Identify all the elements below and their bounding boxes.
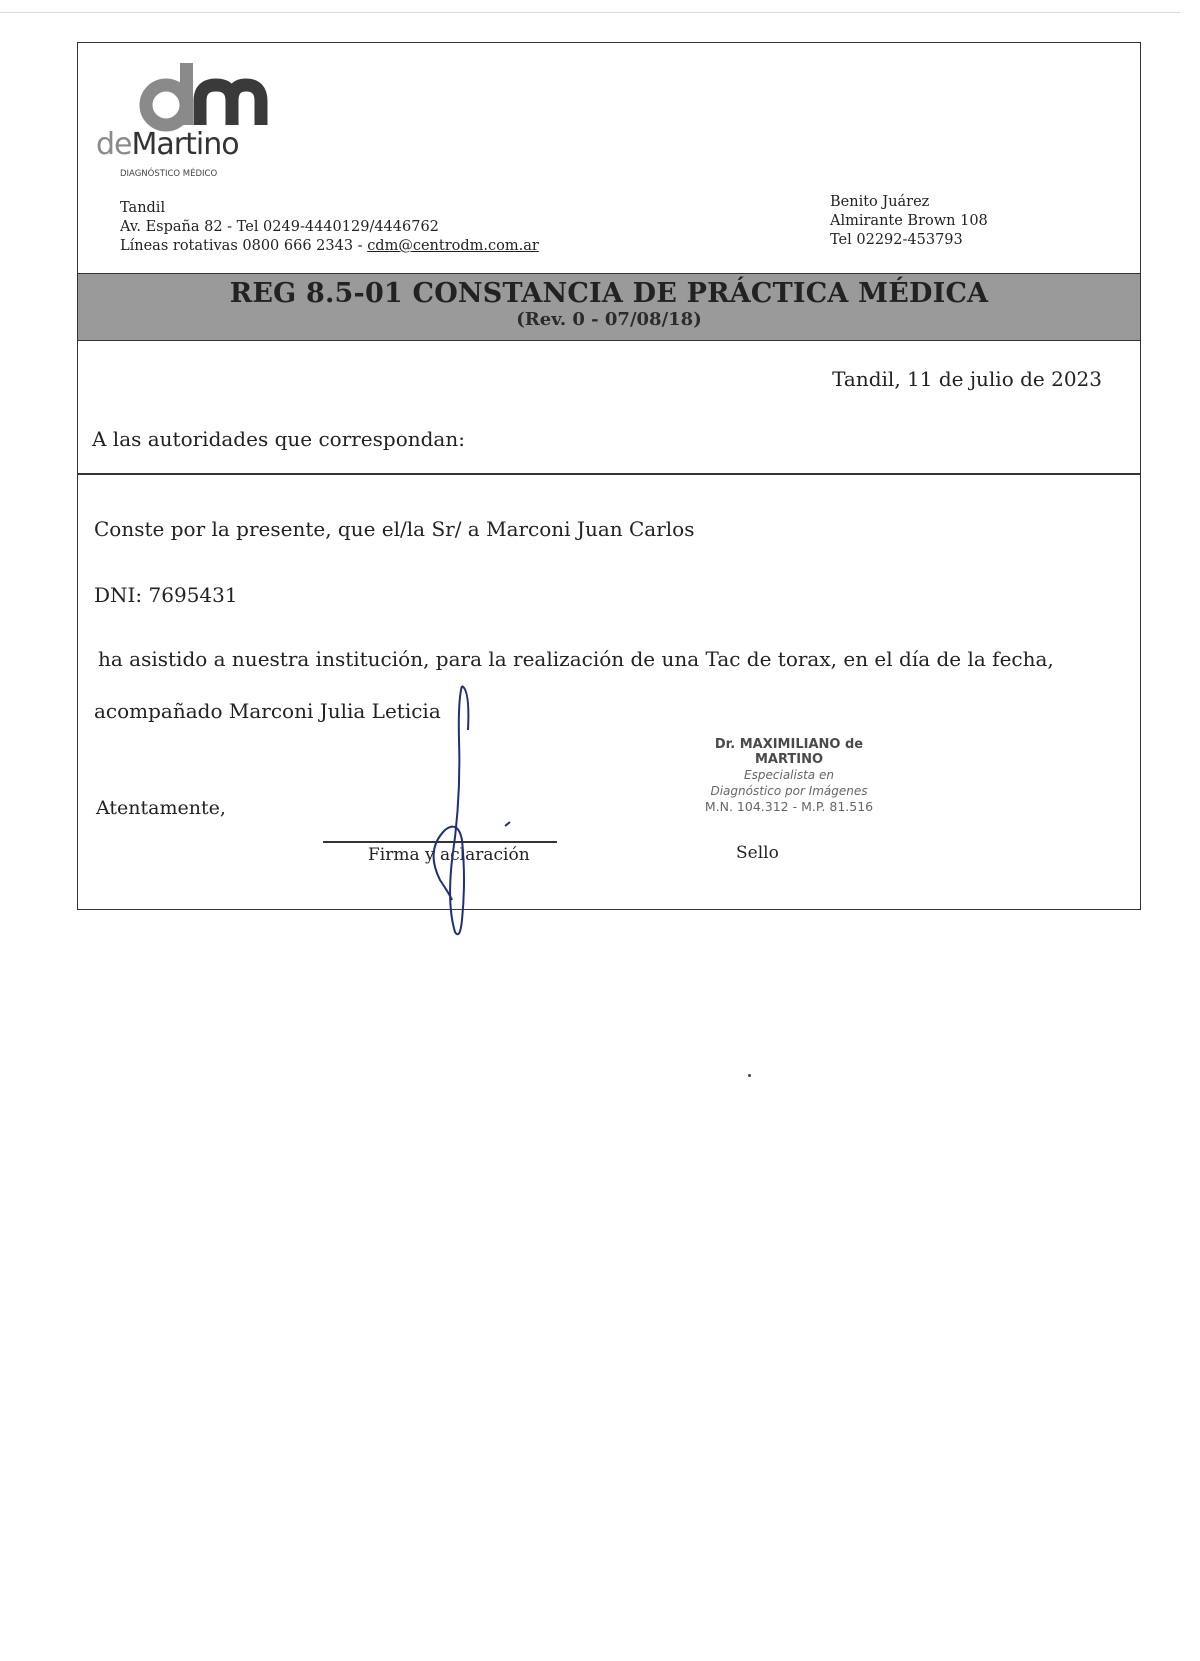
doctor-stamp xyxy=(684,737,894,814)
stamp-specialty-1: Especialista en xyxy=(744,768,834,782)
greeting: A las autoridades que correspondan: xyxy=(92,427,465,451)
brand-wordmark xyxy=(96,127,239,162)
signature-label: Firma y aclaración xyxy=(368,845,530,865)
page-top-edge xyxy=(0,12,1180,13)
address-right-street: Almirante Brown 108 xyxy=(830,213,988,229)
email-link[interactable]: cdm@centrodm.com.ar xyxy=(367,238,539,254)
address-left-lines xyxy=(120,237,539,256)
stamp-license: M.N. 104.312 - M.P. 81.516 xyxy=(704,799,874,814)
closing: Atentamente, xyxy=(96,797,226,819)
signature-line xyxy=(323,841,557,843)
stamp-doctor-name: Dr. MAXIMILIANO de MARTINO xyxy=(714,737,864,767)
revision-label: (Rev. 0 - 07/08/18) xyxy=(516,309,702,330)
document-title: REG 8.5-01 CONSTANCIA DE PRÁCTICA MÉDICA xyxy=(229,278,989,309)
seal-label: Sello xyxy=(736,843,779,863)
patient-line: Conste por la presente, que el/la Sr/ a Marconi Juan Carlos xyxy=(94,517,695,541)
medical-certificate-form xyxy=(77,42,1141,910)
address-left-street-phone: Av. España 82 - Tel 0249-4440129/4446762 xyxy=(120,219,439,235)
address-benito-juarez xyxy=(830,193,988,250)
brand-tagline: DIAGNÓSTICO MÉDICO xyxy=(120,169,218,179)
dni-line: DNI: 7695431 xyxy=(94,583,238,607)
address-left-city: Tandil xyxy=(120,200,166,216)
stamp-specialty-2: Diagnóstico por Imágenes xyxy=(710,784,868,798)
address-tandil xyxy=(120,199,539,256)
letterhead xyxy=(78,43,1140,273)
procedure-line: ha asistido a nuestra institución, para la realización de una Tac de torax, en el día de la fecha, xyxy=(98,647,1054,671)
address-right-city: Benito Juárez xyxy=(830,194,930,210)
companion-line: acompañado Marconi Julia Leticia xyxy=(94,699,441,723)
document-date: Tandil, 11 de julio de 2023 xyxy=(832,367,1102,391)
title-bar xyxy=(78,273,1140,341)
brand-name: Martino xyxy=(131,127,239,162)
address-right-phone: Tel 02292-453793 xyxy=(830,232,963,248)
rotary-lines-label: Líneas rotativas 0800 666 2343 - xyxy=(120,238,368,254)
speck xyxy=(748,1074,751,1077)
section-divider xyxy=(78,473,1140,475)
brand-prefix: de xyxy=(96,127,132,162)
